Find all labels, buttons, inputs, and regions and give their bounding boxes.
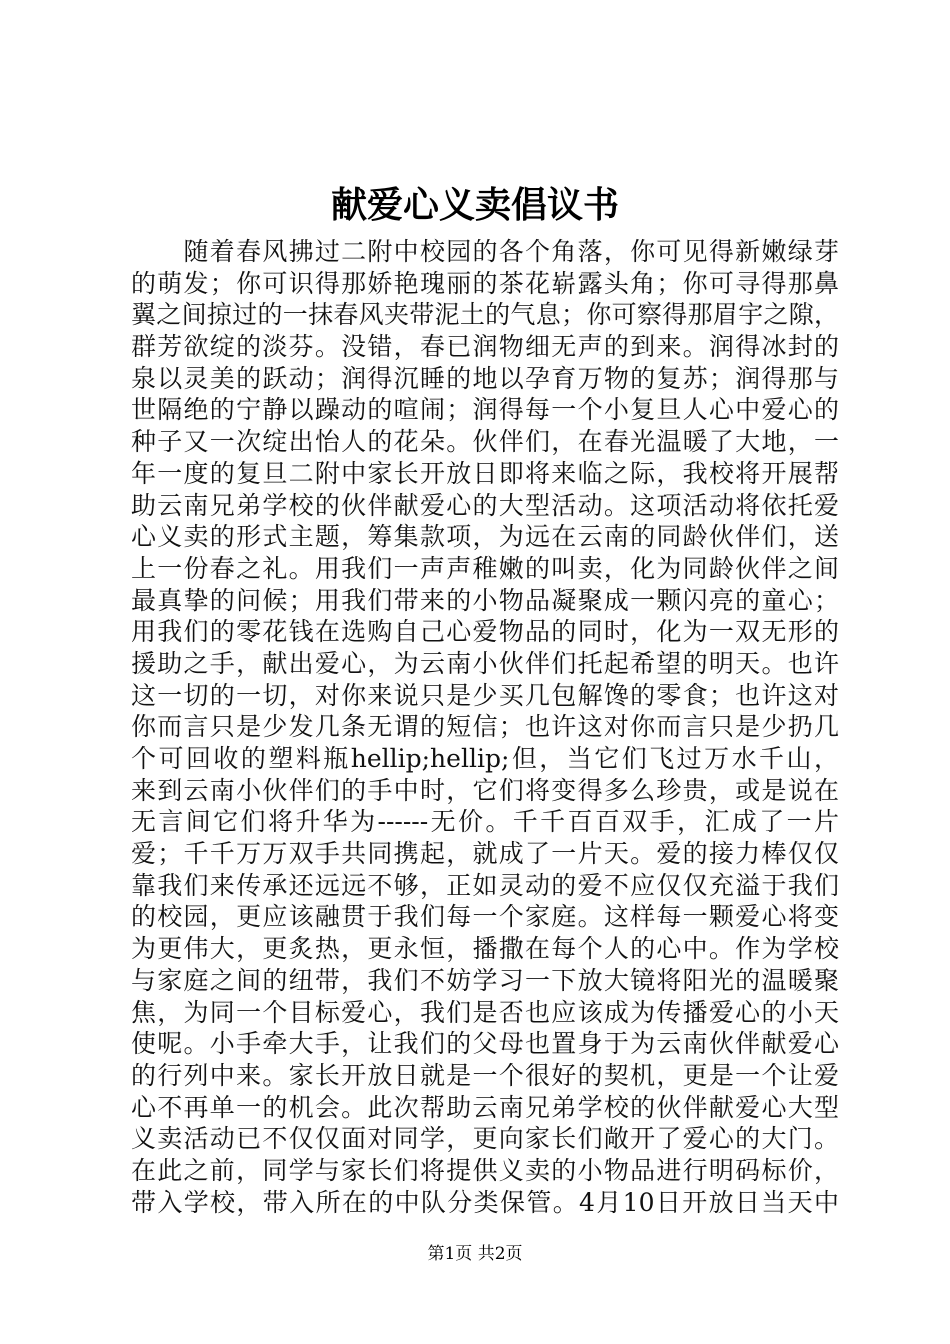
body-line: 翼之间掠过的一抹春风夹带泥土的气息；你可察得那眉宇之隙， [131, 300, 839, 330]
body-line: 的校园，更应该融贯于我们每一个家庭。这样每一颗爱心将变 [131, 902, 839, 932]
body-line: 的行列中来。家长开放日就是一个很好的契机，更是一个让爱 [131, 1060, 839, 1090]
body-line: 援助之手，献出爱心，为云南小伙伴们托起希望的明天。也许 [131, 648, 839, 678]
body-line: 世隔绝的宁静以躁动的喧闹；润得每一个小复旦人心中爱心的 [131, 395, 839, 425]
page-footer: 第1页 共2页 [427, 1244, 523, 1264]
body-line: 最真挚的问候；用我们带来的小物品凝聚成一颗闪亮的童心； [131, 585, 839, 615]
body-line: 泉以灵美的跃动；润得沉睡的地以孕育万物的复苏；润得那与 [131, 363, 839, 393]
body-line: 心义卖的形式主题，筹集款项，为远在云南的同龄伙伴们，送 [131, 522, 839, 552]
body-line: 爱；千千万万双手共同携起，就成了一片天。爱的接力棒仅仅 [131, 839, 839, 869]
body-line: 这一切的一切，对你来说只是少买几包解馋的零食；也许这对 [131, 680, 839, 710]
body-line: 种子又一次绽出怡人的花朵。伙伴们，在春光温暖了大地，一 [131, 427, 839, 457]
body-line: 上一份春之礼。用我们一声声稚嫩的叫卖，化为同龄伙伴之间 [131, 553, 839, 583]
body-line: 与家庭之间的纽带，我们不妨学习一下放大镜将阳光的温暖聚 [131, 965, 839, 995]
body-line: 随着春风拂过二附中校园的各个角落，你可见得新嫩绿芽 [131, 237, 839, 266]
body-line: 靠我们来传承还远远不够，正如灵动的爱不应仅仅充溢于我们 [131, 870, 839, 900]
body-line: 用我们的零花钱在选购自己心爱物品的同时，化为一双无形的 [131, 617, 839, 647]
body-line: 助云南兄弟学校的伙伴献爱心的大型活动。这项活动将依托爱 [131, 490, 839, 520]
body-line: 焦，为同一个目标爱心，我们是否也应该成为传播爱心的小天 [131, 997, 839, 1027]
document-title: 献爱心义卖倡议书 [330, 184, 619, 226]
body-line: 群芳欲绽的淡芬。没错，春已润物细无声的到来。润得冰封的 [131, 332, 839, 362]
body-line: 为更伟大，更炙热，更永恒，播撒在每个人的心中。作为学校 [131, 934, 839, 964]
body-line: 在此之前，同学与家长们将提供义卖的小物品进行明码标价， [131, 1155, 839, 1185]
body-line: 的萌发；你可识得那娇艳瑰丽的茶花崭露头角；你可寻得那鼻 [131, 268, 839, 298]
document-body [131, 236, 839, 1218]
body-line: 个可回收的塑料瓶hellip;hellip;但，当它们飞过万水千山， [131, 744, 839, 773]
body-line: 无言间它们将升华为------无价。千千百百双手，汇成了一片 [131, 807, 839, 837]
body-line: 带入学校，带入所在的中队分类保管。4月10日开放日当天中 [131, 1187, 839, 1217]
body-line: 义卖活动已不仅仅面对同学，更向家长们敞开了爱心的大门。 [131, 1124, 839, 1154]
body-line: 心不再单一的机会。此次帮助云南兄弟学校的伙伴献爱心大型 [131, 1092, 839, 1122]
body-line: 你而言只是少发几条无谓的短信；也许这对你而言只是少扔几 [131, 712, 839, 742]
body-line: 使呢。小手牵大手，让我们的父母也置身于为云南伙伴献爱心 [131, 1029, 839, 1059]
body-line: 来到云南小伙伴们的手中时，它们将变得多么珍贵，或是说在 [131, 775, 839, 805]
body-line: 年一度的复旦二附中家长开放日即将来临之际，我校将开展帮 [131, 458, 839, 488]
